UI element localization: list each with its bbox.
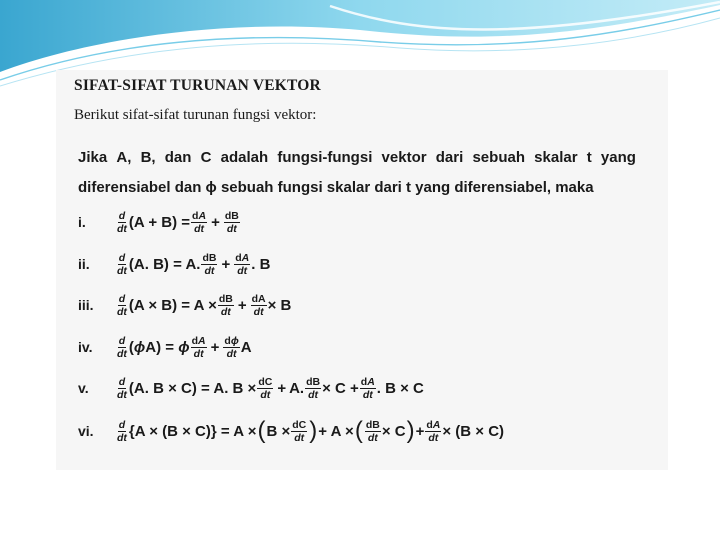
intro-word: sebuah xyxy=(472,149,525,166)
document-title: SIFAT-SIFAT TURUNAN VEKTOR xyxy=(74,77,321,94)
intro-line-1 xyxy=(78,149,636,166)
property-label: i. xyxy=(78,214,86,230)
property-item xyxy=(78,412,504,450)
property-label: ii. xyxy=(78,256,90,272)
intro-word: t xyxy=(586,149,592,166)
property-label: iii. xyxy=(78,297,94,313)
intro-word: dan xyxy=(164,149,192,166)
property-label: v. xyxy=(78,380,89,396)
property-formula: $\frac{d}{dt}$ (ϕA) = ϕ $\frac{dA}{dt}$ + $\frac{d\phi}{dt}$ A xyxy=(117,334,252,360)
document-image xyxy=(56,70,668,470)
property-formula: $\frac{d}{dt}$ (A. B) = A. $\frac{dB}{dt}$ + $\frac{dA}{dt}$ . B xyxy=(117,251,271,277)
property-item xyxy=(78,245,270,283)
intro-word: fungsi-fungsi xyxy=(277,149,373,166)
property-item xyxy=(78,369,424,407)
intro-line-2: diferensiabel dan ϕ sebuah fungsi skalar dari t yang diferensiabel, maka xyxy=(78,179,594,196)
intro-word: C xyxy=(200,149,212,166)
property-label: vi. xyxy=(78,423,94,439)
property-label: iv. xyxy=(78,339,93,355)
intro-word: dari xyxy=(435,149,464,166)
intro-word: skalar xyxy=(534,149,578,166)
property-formula: $\frac{d}{dt}$ (A × B) = A × $\frac{dB}{dt}$ + $\frac{dA}{dt}$ × B xyxy=(117,292,292,318)
intro-word: yang xyxy=(600,149,636,166)
property-item xyxy=(78,203,241,241)
property-formula: $\frac{d}{dt}$ (A + B) = $\frac{dA}{dt}$ + $\frac{dB}{dt}$ xyxy=(117,209,239,235)
property-item xyxy=(78,286,291,324)
intro-word: adalah xyxy=(220,149,269,166)
document-subtitle: Berikut sifat-sifat turunan fungsi vektor: xyxy=(74,107,317,123)
property-formula: $\frac{d}{dt}$ (A. B × C) = A. B × $\frac{dC}{dt}$ + A. $\frac{dB}{dt}$ × C + $\frac{dA}{dt}$ . B × C xyxy=(117,375,424,401)
property-item xyxy=(78,328,252,366)
property-formula: $\frac{d}{dt}$ {A × (B × C)} = A × ( B × $\frac{dC}{dt}$ ) + A × ( $\frac{dB}{dt}$ × C ) + $\frac{dA}{dt}$ × (B × C) xyxy=(117,417,505,444)
intro-word: Jika xyxy=(78,149,108,166)
intro-word: A, xyxy=(116,149,132,166)
intro-word: B, xyxy=(140,149,156,166)
intro-word: vektor xyxy=(381,149,427,166)
